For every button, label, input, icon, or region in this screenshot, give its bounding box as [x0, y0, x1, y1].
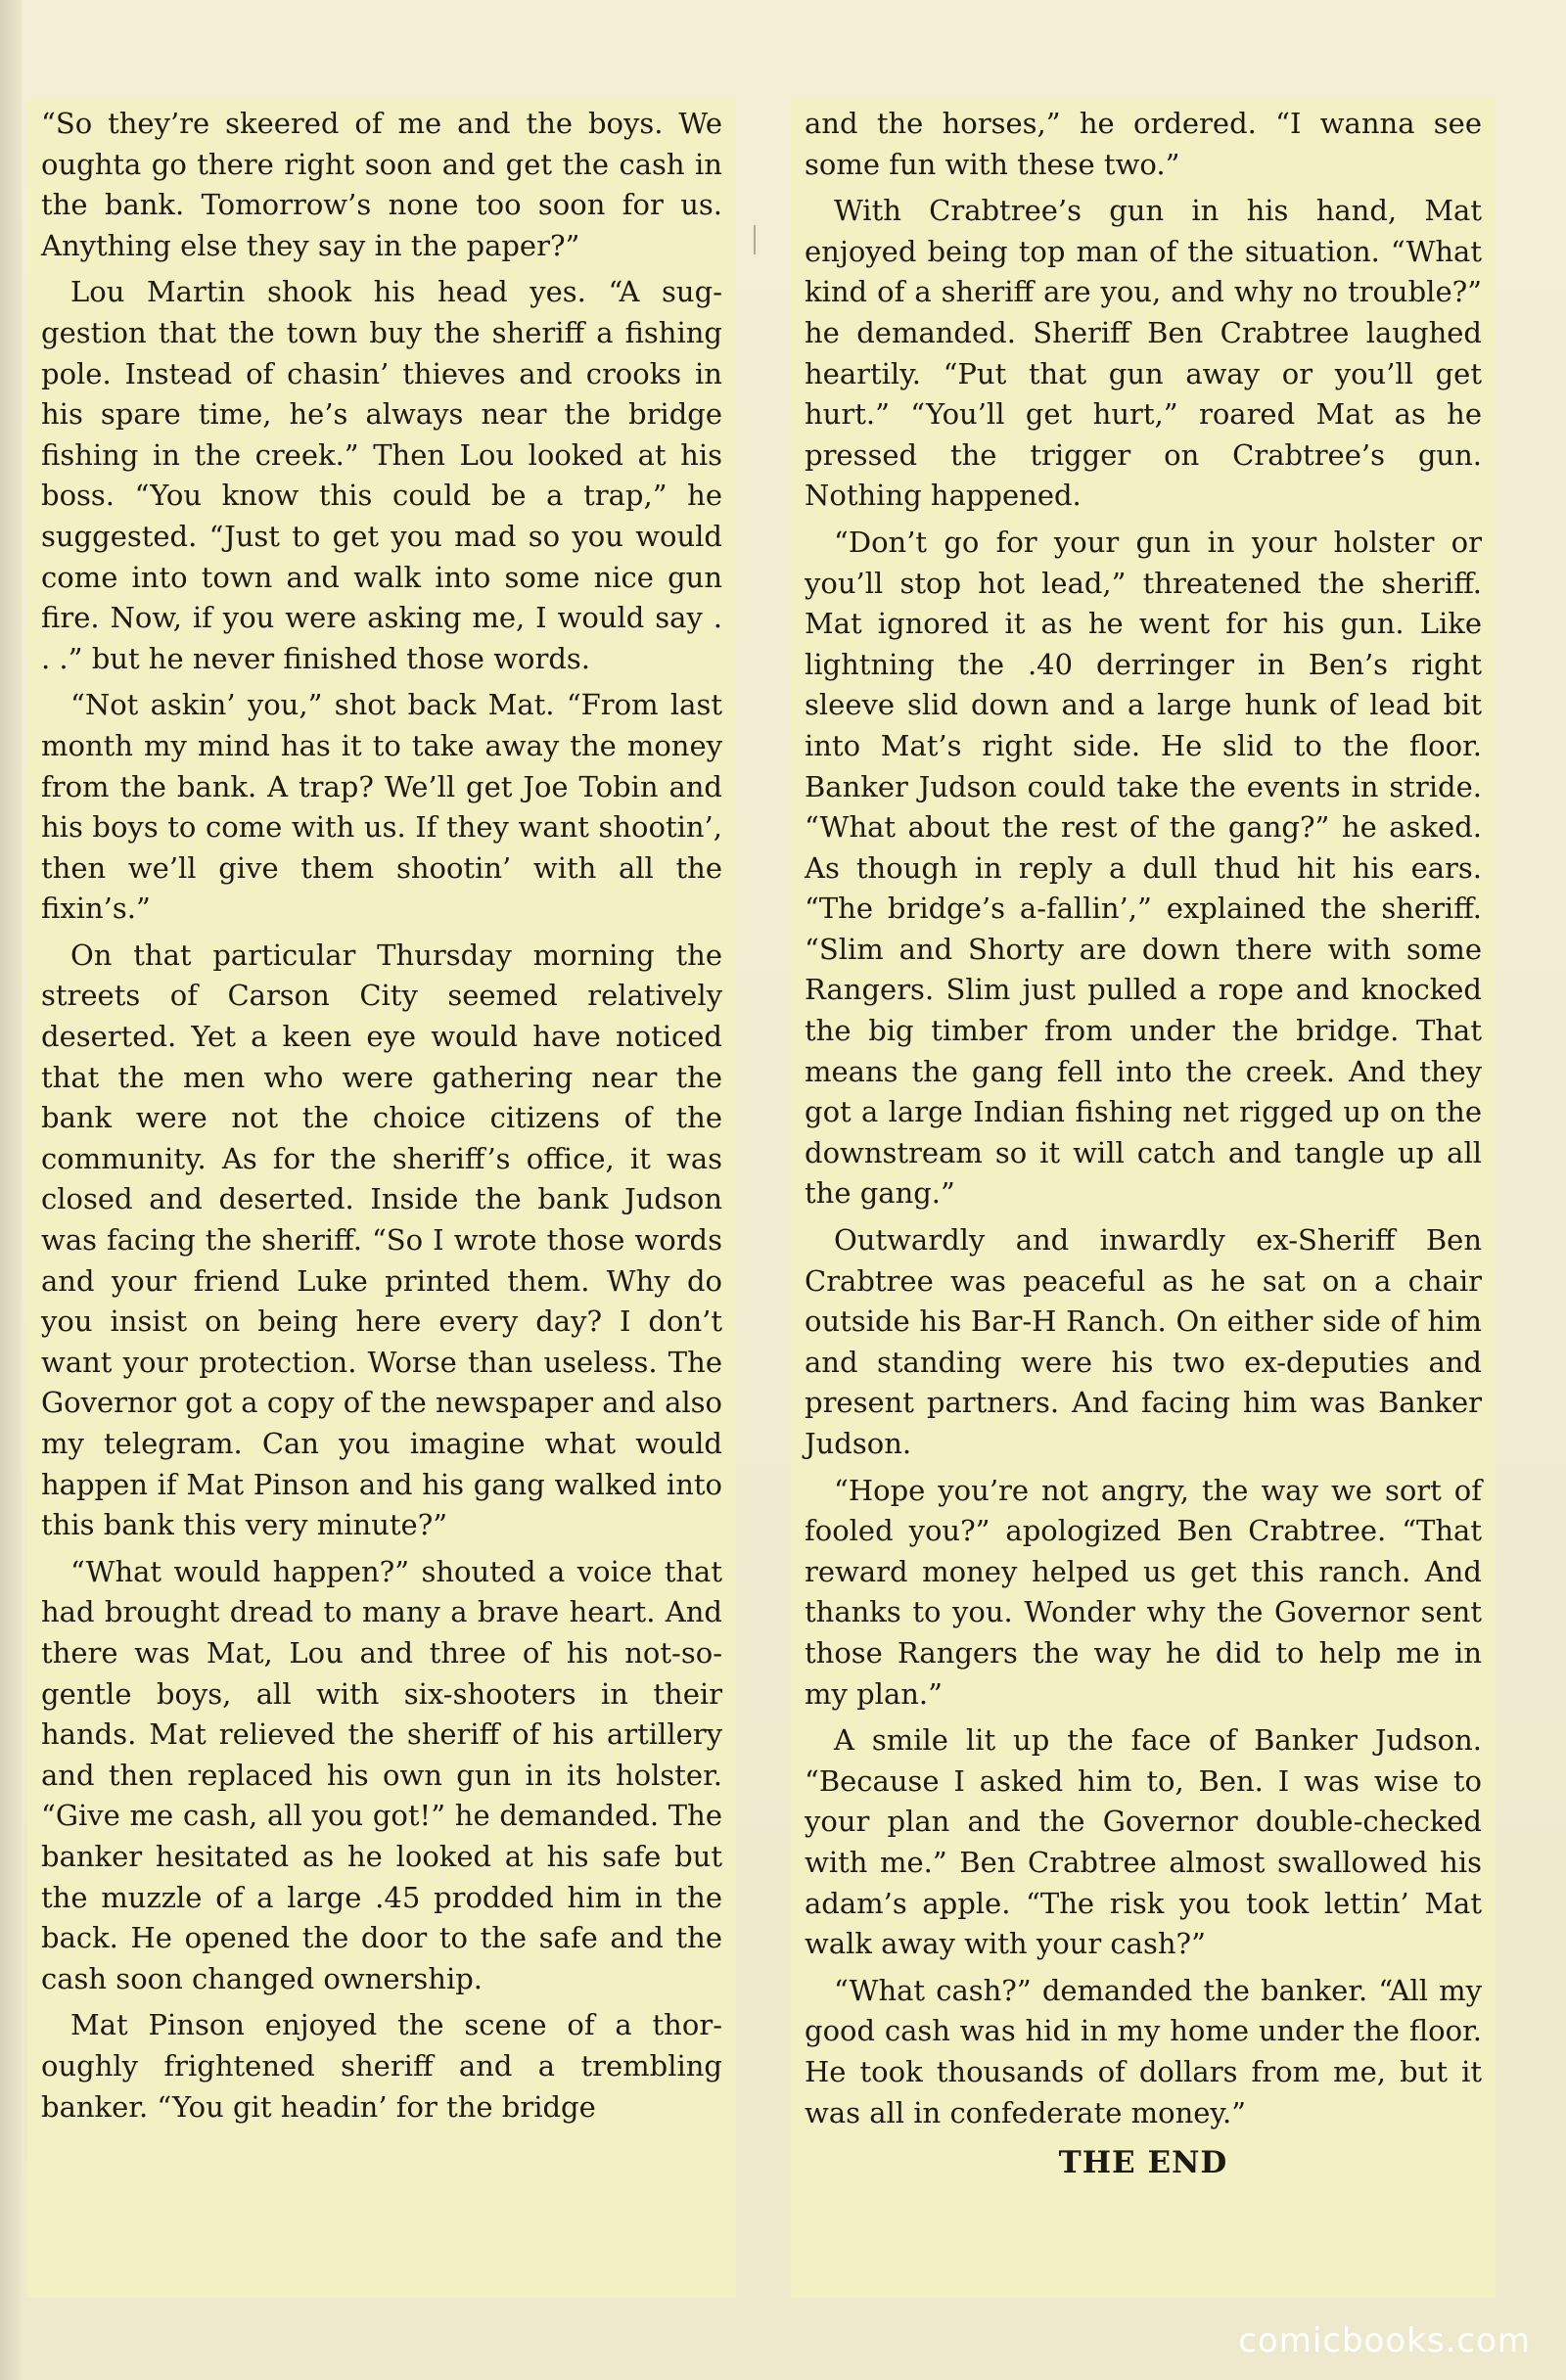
the-end-label: THE END	[1058, 2145, 1228, 2181]
paragraph: and the horses,” he ordered. “I wanna see some fun with these two.”	[805, 107, 1482, 181]
paragraph: “What would happen?” shouted a voice that had brought dread to many a brave heart. And there was Mat, Lou and three of his not-so-gentle boys, all with six-shooters in their hands. Mat relieved the sheriff of his artillery and then replaced his own gun in its holster. “Give me cash, all you got!” he demanded. The banker hesitated as he looked at his safe but the muzzle of a large .45 prodded him in the back. He opened the door to the safe and the cash soon changed ownership.	[41, 1554, 722, 1995]
column-gutter-mark	[754, 225, 756, 254]
paragraph: With Crabtree’s gun in his hand, Mat enjoyed being top man of the situation. “What kind of a sheriff are you, and why no trouble?” he demanded. Sheriff Ben Crabtree laughed heartily. “Put that gun away or you’ll get hurt.” “You’ll get hurt,” roared Mat as he pressed the trigger on Crabtree’s gun. Nothing happened.	[805, 194, 1482, 513]
paragraph: “Don’t go for your gun in your holster or you’ll stop hot lead,” threatened the sheriff. Mat ignored it as he went for his gun. Like lightning the .40 derringer in Ben’s right sleeve slid down and a large hunk of lead bit into Mat’s right side. He slid to the floor. Banker Judson could take the events in stride. “What about the rest of the gang?” he asked. As though in reply a dull thud hit his ears. “The bridge’s a-fallin’,” explained the sheriff. “Slim and Shorty are down there with some Rangers. Slim just pulled a rope and knocked the big timber from under the bridge. That means the gang fell into the creek. And they got a large Indian fishing net rigged up on the downstream so it will catch and tangle up all the gang.”	[805, 525, 1482, 1211]
watermark: comicbooks.com	[1238, 2321, 1531, 2360]
paragraph: Mat Pinson enjoyed the scene of a thoroughly frightened sheriff and a trembling banker. “You git headin’ for the bridge	[41, 2008, 722, 2124]
left-text-column	[27, 98, 736, 2298]
paragraph: Lou Martin shook his head yes. “A suggestion that the town buy the sheriff a fishing pole. Instead of chasin’ thieves and crooks in his spare time, he’s always near the bridge fishing in the creek.” Then Lou looked at his boss. “You know this could be a trap,” he suggested. “Just to get you mad so you would come into town and walk into some nice gun fire. Now, if you were asking me, I would say . . .” but he never finished those words.	[41, 275, 722, 675]
paragraph: “What cash?” demanded the banker. “All my good cash was hid in my home under the floor. He took thousands of dollars from me, but it was all in confederate money.”	[805, 1973, 1482, 2129]
right-text-column	[791, 98, 1496, 2298]
page-binding-edge	[0, 0, 22, 2380]
paragraph: “Not askin’ you,” shot back Mat. “From last month my mind has it to take away the money from the bank. A trap? We’ll get Joe Tobin and his boys to come with us. If they want shootin’, then we’ll give them shootin’ with all the fixin’s.”	[41, 688, 722, 926]
paragraph: “So they’re skeered of me and the boys. We oughta go there right soon and get the cash in the bank. Tomorrow’s none too soon for us. Anything else they say in the paper?”	[41, 107, 722, 262]
paragraph: A smile lit up the face of Banker Judson. “Because I asked him to, Ben. I was wise to your plan and the Governor double-checked with me.” Ben Crabtree almost swallowed his adam’s apple. “The risk you took lettin’ Mat walk away with your cash?”	[805, 1723, 1482, 1961]
paragraph: Outwardly and inwardly ex-Sheriff Ben Crabtree was peaceful as he sat on a chair outside his Bar-H Ranch. On either side of him and standing were his two ex-deputies and present partners. And facing him was Banker Judson.	[805, 1223, 1482, 1460]
paragraph: “Hope you’re not angry, the way we sort of fooled you?” apologized Ben Crabtree. “That reward money helped us get this ranch. And thanks to you. Wonder why the Governor sent those Rangers the way he did to help me in my plan.”	[805, 1473, 1482, 1711]
paragraph: On that particular Thursday morning the streets of Carson City seemed relatively deserted. Yet a keen eye would have noticed that the men who were gathering near the bank were not the choice citizens of the community. As for the sheriff’s office, it was closed and deserted. Inside the bank Judson was facing the sheriff. “So I wrote those words and your friend Luke printed them. Why do you insist on being here every day? I don’t want your protection. Worse than useless. The Governor got a copy of the newspaper and also my telegram. Can you imagine what would happen if Mat Pinson and his gang walked into this bank this very minute?”	[41, 938, 722, 1542]
